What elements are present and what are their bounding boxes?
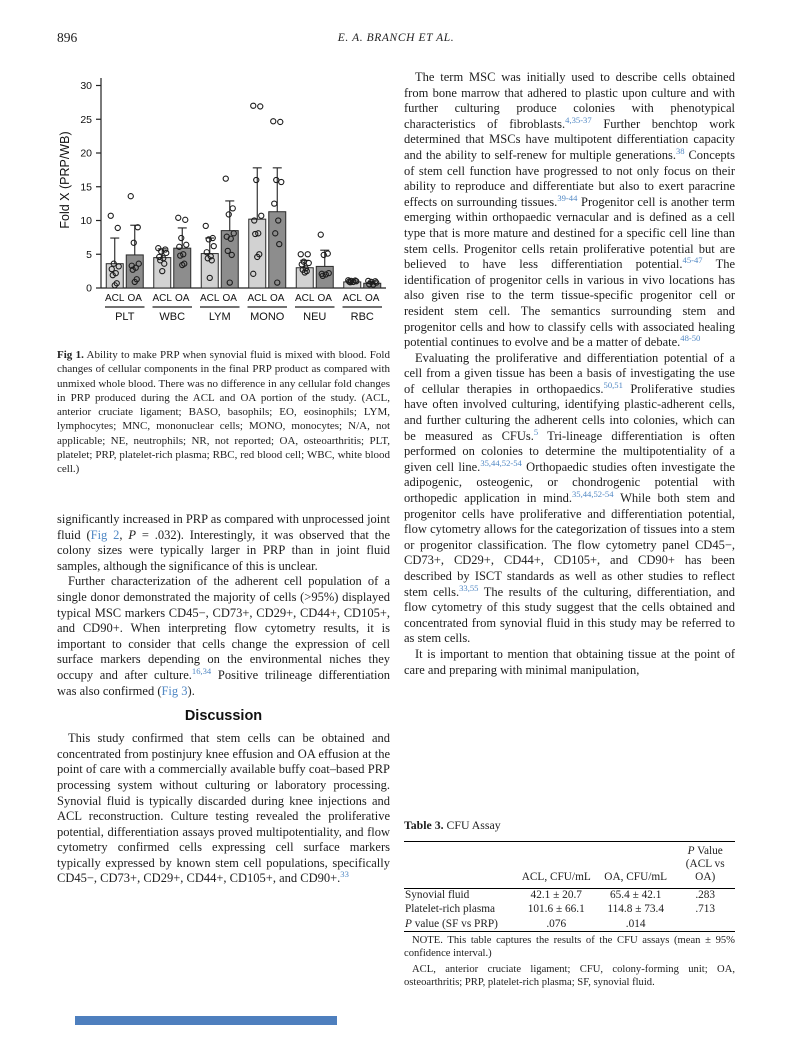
table-column-header: P Value (ACL vs OA): [675, 842, 735, 889]
table-row: [404, 917, 735, 932]
bar-chart-fold-change: [57, 66, 390, 334]
table-row: [404, 888, 735, 903]
svg-text:10: 10: [80, 215, 92, 228]
table-label: Table 3.: [404, 818, 444, 832]
svg-text:25: 25: [80, 113, 92, 126]
section-heading-discussion: Discussion: [184, 708, 263, 725]
left-body-text: [57, 512, 390, 887]
svg-text:NEU: NEU: [303, 311, 327, 323]
svg-text:OA: OA: [175, 293, 190, 304]
svg-text:20: 20: [80, 147, 92, 160]
svg-text:LYM: LYM: [208, 311, 231, 323]
paragraph: This study confirmed that stem cells can be obtained and concentrated from postinjury knee effusion and OA effusion at the point of care with a commercially available buffy coat–based PRP processing system without culturing or laboratory processing. Synovial fluid is typically discarded during knee injections and ACL reconstruction. Culture testing revealed the proliferative potential, differentiation assays proved multipotentiality, and flow cytometry confirmed cells expressing cell surface markers typically expressed by known stem cell populations, specifically CD45−, CD73+, CD29+, CD44+, CD105+, and CD90+.$^{33}$: [57, 731, 390, 886]
table-cell: 42.1 ± 20.7: [530, 889, 582, 902]
svg-text:OA: OA: [365, 293, 380, 304]
table-cell: P value (SF vs PRP): [405, 917, 498, 930]
svg-text:MONO: MONO: [250, 311, 285, 323]
svg-text:OA: OA: [127, 293, 142, 304]
svg-text:ACL: ACL: [200, 293, 220, 304]
paragraph: significantly increased in PRP as compared with unprocessed joint fluid (Fig 2, P = .032). Interestingly, it was observed that the colony sizes were typically larger in PRP than in joint fluid samples, although the significance of this is unclear.: [57, 512, 390, 573]
table-cell: Synovial fluid: [405, 889, 470, 902]
table-cell: [675, 917, 735, 932]
table-caption: [404, 818, 735, 833]
svg-text:ACL: ACL: [295, 293, 315, 304]
right-body-text: [404, 70, 735, 678]
figure-caption: Fig 1. Ability to make PRP when synovial fluid is mixed with blood. Fold changes of cellular components in the final PRP product as compared with unmixed whole blood. There was no difference in any cellular fold changes in PRP produced during the ACL and OA portion of the study. (ACL, anterior cruciate ligament; BASO, basophils; EO, eosinophils; LYM, lymphocytes; MNC, mononuclear cells; MONO, monocytes; N/A, not applicable; NE, neutrophils; NR, not reported; OA, osteoarthritis; PLT, platelet; PRP, platelet-rich plasma; RBC, red blood cell; WBC, white blood cell.): [57, 349, 390, 476]
table-body: [404, 888, 735, 932]
table-cell: 114.8 ± 73.4: [607, 903, 664, 916]
svg-text:OA: OA: [222, 293, 237, 304]
svg-text:OA: OA: [317, 293, 332, 304]
svg-text:OA: OA: [270, 293, 285, 304]
table-cell: .713: [695, 903, 716, 916]
svg-text:Fold X (PRP/WB): Fold X (PRP/WB): [58, 131, 72, 229]
table-column-header: OA, CFU/mL: [596, 842, 675, 889]
svg-text:30: 30: [80, 80, 92, 93]
paragraph: The term MSC was initially used to describe cells obtained from bone marrow that adhered to plastic upon culture and with further culturing produce colonies with phenotypical characteristics of fibroblasts.$^{4,35-37}$ Further benchtop work determined that MSCs have multipotent differentiation capacity and the ability to self-renew for multiple generations.$^{38}$ Concepts of stem cell function have progressed to not only focus on their ability to reproduce and differentiate but also to exert paracrine effects on surrounding tissues.$^{39-44}$ Progenitor cell is another term emerging within orthopaedic vernacular and is defined as a cell type that is more mature and destined for a specific cell line than stem cells. Progenitor cells retain proliferative potential but are believed to have less differentiation potential.$^{45-47}$ The identification of progenitor cells in various in vivo locations has also given rise to the term tissue-specific progenitor cell or resident stem cell. The semantics surrounding stem and progenitor cells and how to classify cells with associated healing potential continues to evolve and be a matter of debate.$^{48-50}$: [404, 70, 735, 350]
table-cell: 101.6 ± 66.1: [527, 903, 585, 916]
table-cell: Platelet-rich plasma: [405, 903, 496, 916]
table-note: NOTE. This table captures the results of the CFU assays (mean ± 95% confidence interval.): [404, 935, 735, 960]
selection-highlight-bar: [75, 1016, 337, 1025]
page-header: [57, 30, 735, 46]
table-row: [404, 903, 735, 917]
svg-text:5: 5: [86, 248, 92, 261]
table-cell: 65.4 ± 42.1: [609, 889, 662, 902]
svg-text:ACL: ACL: [152, 293, 172, 304]
table-title: CFU Assay: [446, 818, 501, 832]
svg-text:ACL: ACL: [247, 293, 267, 304]
svg-text:ACL: ACL: [105, 293, 125, 304]
page-number: 896: [57, 30, 78, 45]
svg-text:ACL: ACL: [342, 293, 362, 304]
table-cell: .283: [695, 889, 716, 902]
table-column-header: [404, 842, 517, 889]
svg-text:RBC: RBC: [350, 311, 374, 323]
table-abbreviations: ACL, anterior cruciate ligament; CFU, colony-forming unit; OA, osteoarthritis; PRP, platelet-rich plasma; SF, synovial fluid.: [404, 963, 735, 988]
svg-text:WBC: WBC: [159, 311, 186, 323]
figure-1: [57, 66, 390, 477]
table-column-header: ACL, CFU/mL: [517, 842, 596, 889]
table-head: [404, 842, 735, 889]
paragraph: Evaluating the proliferative and differentiation potential of a cell from a given tissue has been a basis of investigating the use of cellular therapies in orthopaedics.$^{50,51}$ Proliferative studies have often involved culturing, identifying plastic-adherent cells, and further culturing the adherent cells into colonies, which can be measured as CFUs.$^5$ Tri-lineage differentiation is often performed on colonies to determine the multipotentiality of a given cell line.$^{35,44,52-54}$ Orthopaedic studies often investigate the adipogenic, osteogenic, or chondrogenic potential with orthopedic application in mind.$^{35,44,52-54}$ While both stem and progenitor cells have proliferative and differentiation potential, flow cytometry allows for the categorization of tissues into a stem or progenitor classification. The flow cytometry panel CD45−, CD73+, CD29+, CD44+, CD105+, and CD90+ has been described by ISCT standards as well as other studies to reflect stem cells.$^{33,55}$ The results of the culturing, differentiation, and flow cytometry of this study suggest that the cells obtained and concentrated from synovial fluid in this study may be referred to as stem cells.: [404, 350, 735, 646]
running-head: E. A. BRANCH ET AL.: [337, 32, 455, 44]
svg-text:15: 15: [80, 181, 92, 194]
table-cell: .014: [625, 917, 646, 930]
svg-text:PLT: PLT: [115, 311, 135, 323]
cfu-assay-table: [404, 841, 735, 932]
svg-text:0: 0: [86, 282, 92, 295]
table-3: [404, 818, 735, 989]
table-cell: .076: [546, 917, 567, 930]
paragraph: Further characterization of the adherent cell population of a single donor demonstrated the majority of cells (>95%) displayed typical MSC markers CD45−, CD73+, CD29+, CD44+, CD105+, and CD90+. When interpreting flow cytometry results, it is important to consider that cells change the expression of cell surface markers depending on the environmental niches they occupy and after culture.$^{16,34}$ Positive trilineage differentiation was also confirmed (Fig 3).: [57, 574, 390, 698]
paragraph: It is important to mention that obtaining tissue at the point of care and preparing with minimal manipulation,: [404, 646, 735, 677]
